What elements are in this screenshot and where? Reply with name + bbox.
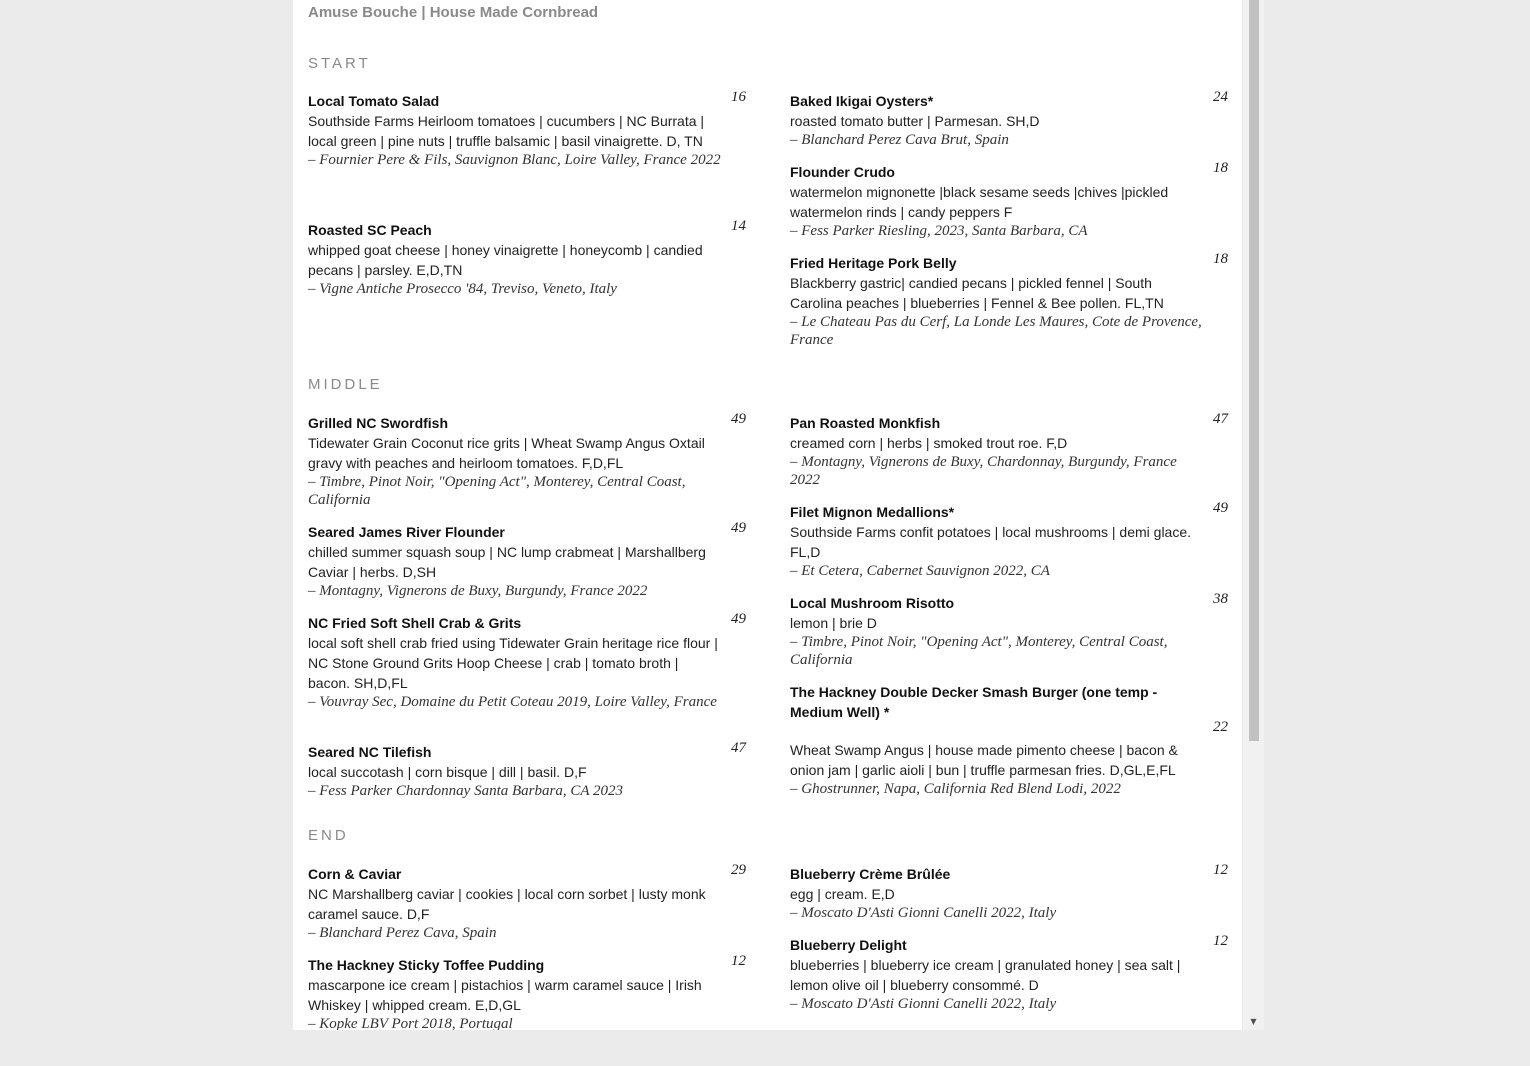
wine-pairing: – Montagny, Vignerons de Buxy, Burgundy, France 2022	[308, 583, 648, 599]
item-description: local succotash | corn bisque | dill | basil. D,F	[308, 764, 587, 780]
item-description: watermelon mignonette |black sesame seeds |chives |pickled watermelon rinds | candy peppers F	[790, 184, 1169, 220]
item-description: blueberries | blueberry ice cream | granulated honey | sea salt | lemon olive oil | blueberry consommé. D	[790, 957, 1181, 993]
wine-pairing: – Moscato D'Asti Gionni Canelli 2022, Italy	[790, 996, 1057, 1012]
wine-pairing: – Blanchard Perez Cava, Spain	[308, 925, 497, 941]
item-price: 38	[1213, 591, 1228, 607]
menu-item	[790, 253, 1242, 349]
item-name: Local Tomato Salad	[308, 93, 440, 109]
item-price: 12	[1213, 933, 1228, 949]
wine-pairing: – Fess Parker Chardonnay Santa Barbara, CA 2023	[308, 783, 623, 799]
item-price: 16	[731, 89, 746, 105]
menu-item	[790, 502, 1242, 580]
item-price: 12	[1213, 862, 1228, 878]
menu-item	[790, 162, 1242, 240]
wine-pairing: – Kopke LBV Port 2018, Portugal	[308, 1016, 513, 1030]
wine-pairing: – Et Cetera, Cabernet Sauvignon 2022, CA	[790, 563, 1050, 579]
item-description: mascarpone ice cream | pistachios | warm caramel sauce | Irish Whiskey | whipped cream. E,D,GL	[308, 977, 702, 1013]
wine-pairing: – Montagny, Vignerons de Buxy, Chardonnay, Burgundy, France 2022	[790, 454, 1177, 488]
item-price: 47	[731, 740, 746, 756]
item-name: Local Mushroom Risotto	[790, 595, 955, 611]
item-name: Seared James River Flounder	[308, 524, 505, 540]
menu-item	[790, 935, 1242, 1013]
wine-pairing: – Blanchard Perez Cava Brut, Spain	[790, 132, 1009, 148]
item-description: Southside Farms confit potatoes | local mushrooms | demi glace. FL,D	[790, 524, 1192, 560]
wine-pairing: – Fournier Pere & Fils, Sauvignon Blanc, Loire Valley, France 2022	[308, 152, 721, 168]
item-description: whipped goat cheese | honey vinaigrette | honeycomb | candied pecans | parsley. E,D,TN	[308, 242, 703, 278]
section-heading-end: END	[308, 827, 349, 844]
item-name: Grilled NC Swordfish	[308, 415, 449, 431]
item-name: Filet Mignon Medallions*	[790, 504, 955, 520]
section-heading-start: START	[308, 55, 371, 72]
item-name: Roasted SC Peach	[308, 222, 432, 238]
item-price: 49	[1213, 500, 1228, 516]
item-name: The Hackney Sticky Toffee Pudding	[308, 957, 545, 973]
item-price: 49	[731, 611, 746, 627]
item-name: The Hackney Double Decker Smash Burger (one temp - Medium Well) *	[790, 684, 1158, 720]
item-description: Blackberry gastric| candied pecans | pickled fennel | South Carolina peaches | blueberries | Fennel & Bee pollen. FL,TN	[790, 275, 1164, 311]
item-description: NC Marshallberg caviar | cookies | local corn sorbet | lusty monk caramel sauce. D,F	[308, 886, 706, 922]
item-name: Seared NC Tilefish	[308, 744, 432, 760]
item-name: Baked Ikigai Oysters*	[790, 93, 934, 109]
item-name: Blueberry Delight	[790, 937, 907, 953]
item-description: Wheat Swamp Angus | house made pimento cheese | bacon & onion jam | garlic aioli | bun | truffle parmesan fries. D,GL,E,FL	[790, 742, 1178, 778]
wine-pairing: – Timbre, Pinot Noir, "Opening Act", Monterey, Central Coast, California	[790, 634, 1168, 668]
amuse-bouche-line: Amuse Bouche | House Made Cornbread	[308, 4, 599, 21]
vertical-scrollbar[interactable]	[1243, 0, 1264, 1030]
scroll-down-arrow-icon[interactable]: ▼	[1250, 1017, 1257, 1026]
item-name: Flounder Crudo	[790, 164, 895, 180]
item-name: Fried Heritage Pork Belly	[790, 255, 957, 271]
menu-item	[790, 413, 1242, 489]
wine-pairing: – Ghostrunner, Napa, California Red Blend Lodi, 2022	[790, 781, 1121, 797]
wine-pairing: – Le Chateau Pas du Cerf, La Londe Les Maures, Cote de Provence, France	[790, 314, 1202, 348]
item-name: NC Fried Soft Shell Crab & Grits	[308, 615, 522, 631]
item-description: lemon | brie D	[790, 615, 877, 631]
item-description: local soft shell crab fried using Tidewater Grain heritage rice flour | NC Stone Ground Grits Hoop Cheese | crab | tomato broth | bacon. SH,D,FL	[308, 635, 718, 691]
item-price: 18	[1213, 251, 1228, 267]
item-price: 49	[731, 520, 746, 536]
item-price: 22	[1213, 719, 1228, 735]
item-description: Tidewater Grain Coconut rice grits | Wheat Swamp Angus Oxtail gravy with peaches and heirloom tomatoes. F,D,FL	[308, 435, 705, 471]
item-price: 14	[731, 218, 746, 234]
item-description: egg | cream. E,D	[790, 886, 895, 902]
wine-pairing: – Vigne Antiche Prosecco '84, Treviso, Veneto, Italy	[308, 281, 617, 297]
item-price: 24	[1213, 89, 1228, 105]
item-price: 49	[731, 411, 746, 427]
item-description: roasted tomato butter | Parmesan. SH,D	[790, 113, 1040, 129]
item-name: Corn & Caviar	[308, 866, 402, 882]
section-heading-middle: MIDDLE	[308, 376, 383, 393]
wine-pairing: – Vouvray Sec, Domaine du Petit Coteau 2019, Loire Valley, France	[308, 694, 717, 710]
menu-panel	[293, 0, 1242, 1030]
item-price: 12	[731, 953, 746, 969]
menu-item	[790, 682, 1242, 798]
scrollbar-thumb[interactable]	[1249, 0, 1259, 741]
item-description: Southside Farms Heirloom tomatoes | cucumbers | NC Burrata | local green | pine nuts | truffle balsamic | basil vinaigrette. D, TN	[308, 113, 705, 149]
wine-pairing: – Timbre, Pinot Noir, "Opening Act", Monterey, Central Coast, California	[308, 474, 686, 508]
item-name: Pan Roasted Monkfish	[790, 415, 941, 431]
item-name: Blueberry Crème Brûlée	[790, 866, 951, 882]
menu-item	[790, 593, 1242, 669]
wine-pairing: – Fess Parker Riesling, 2023, Santa Barbara, CA	[790, 223, 1088, 239]
item-price: 29	[731, 862, 746, 878]
item-price: 47	[1213, 411, 1228, 427]
menu-item	[790, 91, 1242, 149]
item-description: chilled summer squash soup | NC lump crabmeat | Marshallberg Caviar | herbs. D,SH	[308, 544, 706, 580]
wine-pairing: – Moscato D'Asti Gionni Canelli 2022, Italy	[790, 905, 1057, 921]
item-description: creamed corn | herbs | smoked trout roe. F,D	[790, 435, 1068, 451]
item-price: 18	[1213, 160, 1228, 176]
menu-item	[790, 864, 1242, 922]
